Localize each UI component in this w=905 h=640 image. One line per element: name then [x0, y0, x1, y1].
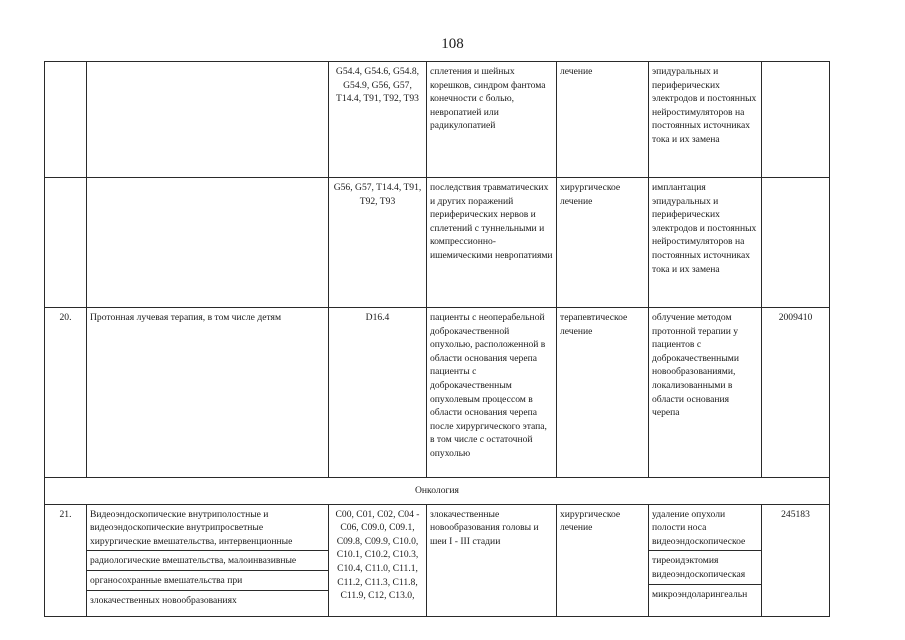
icd-codes: D16.4: [329, 308, 427, 478]
patient-model: пациенты с неоперабельной доброкачественной опухолью, расположенной в области основания черепа пациенты с доброкачественным опухолевым процессом в области основания черепа после хирургического этапа, в том числе с остаточной опухолью: [427, 308, 557, 478]
treatment-type: хирургическое лечение: [557, 178, 649, 308]
medical-care-table: [44, 61, 830, 617]
cost: 245183: [762, 504, 830, 616]
treatment-type: хирургическое лечение: [557, 504, 649, 616]
treatment-method: эпидуральных и периферических электродов и постоянных нейростимуляторов на постоянных источниках тока и их замена: [649, 62, 762, 178]
page-number: 108: [441, 36, 464, 52]
cost: [762, 178, 830, 308]
care-type: [87, 62, 329, 178]
cost: 2009410: [762, 308, 830, 478]
care-type: [87, 504, 329, 616]
section-row: [45, 478, 830, 505]
treatment-method: облучение методом протонной терапии у пациентов с доброкачественными новообразованиями, локализованными в области основания черепа: [649, 308, 762, 478]
row-number: 21.: [45, 504, 87, 616]
treatment-method: имплантация эпидуральных и периферических электродов и постоянных нейростимуляторов на постоянных источниках тока и их замена: [649, 178, 762, 308]
care-type-line: злокачественных новообразованиях: [90, 594, 237, 606]
icd-codes: G56, G57, T14.4, T91, T92, T93: [329, 178, 427, 308]
cost: [762, 62, 830, 178]
icd-codes: C00, C01, C02, C04 - C06, C09.0, C09.1, C09.8, C09.9, C10.0, C10.1, C10.2, C10.3, C10.4, C11.0, C11.1, C11.2, C11.3, C11.8, C11.9, C12, C13.0,: [329, 504, 427, 616]
treatment-method-item: микроэндоларингеальн: [652, 588, 748, 600]
section-title: Онкология: [45, 478, 830, 505]
care-type-line: Видеоэндоскопические внутриполостные и видеоэндоскопические внутрипросветные хирургические вмешательства, интервенционные: [87, 505, 328, 552]
row-number: [45, 62, 87, 178]
care-type-line: органосохранные вмешательства при: [87, 571, 328, 591]
table-row: [45, 62, 830, 178]
treatment-type: лечение: [557, 62, 649, 178]
patient-model: последствия травматических и других поражений периферических нервов и сплетений с туннельными и компрессионно-ишемическими невропатиями: [427, 178, 557, 308]
treatment-type: терапевтическое лечение: [557, 308, 649, 478]
table-row: [45, 308, 830, 478]
row-number: [45, 178, 87, 308]
patient-model: злокачественные новообразования головы и шеи I - III стадии: [427, 504, 557, 616]
care-type-line: радиологические вмешательства, малоинвазивные: [87, 551, 328, 571]
care-type: Протонная лучевая терапия, в том числе детям: [87, 308, 329, 478]
treatment-method: [649, 504, 762, 616]
table-row: [45, 504, 830, 616]
icd-codes: G54.4, G54.6, G54.8, G54.9, G56, G57, T14.4, T91, T92, T93: [329, 62, 427, 178]
row-number: 20.: [45, 308, 87, 478]
treatment-method-item: удаление опухоли полости носа видеоэндоскопическое: [649, 505, 761, 552]
table-row: [45, 178, 830, 308]
care-type: [87, 178, 329, 308]
patient-model: сплетения и шейных корешков, синдром фантома конечности с болью, невропатией или радикулопатией: [427, 62, 557, 178]
treatment-method-item: тиреоидэктомия видеоэндоскопическая: [649, 551, 761, 584]
